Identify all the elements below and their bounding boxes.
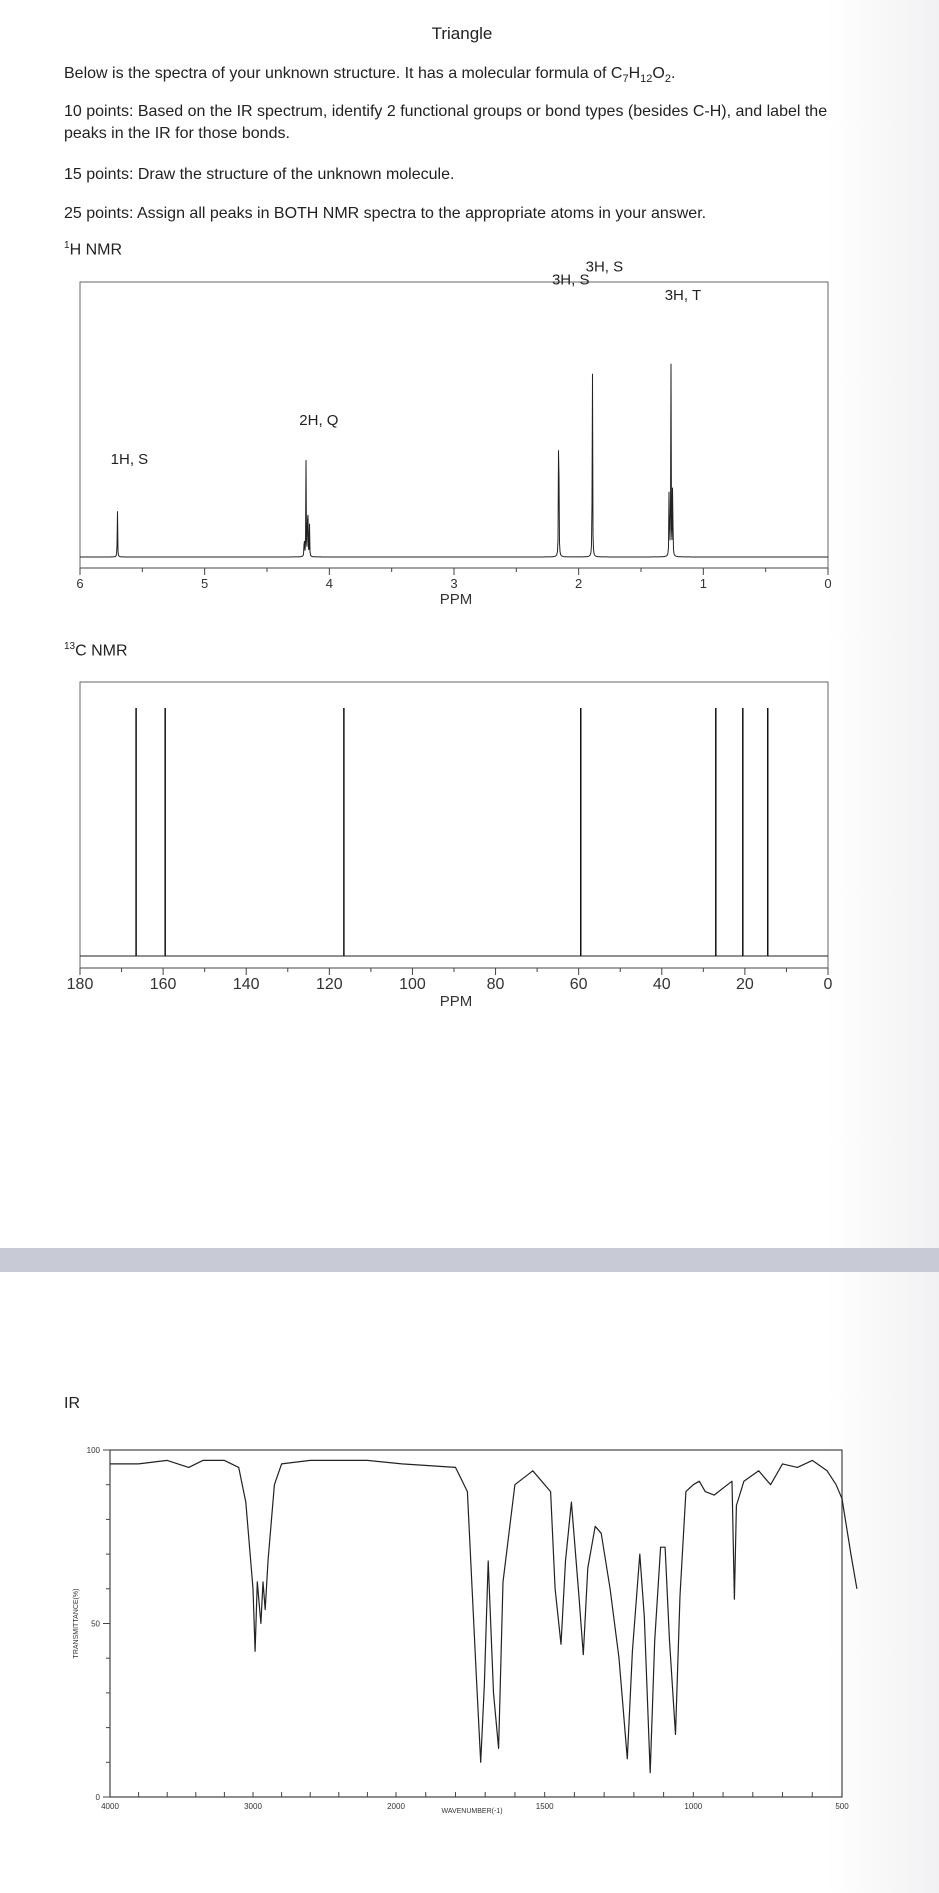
c-nmr-tick-label: 120 (315, 976, 343, 993)
h-nmr-peak-label: 3H, S (585, 258, 624, 276)
c-nmr-label-sup: 13 (64, 641, 76, 652)
h-nmr-tick-label: 3 (450, 576, 458, 591)
h-nmr-peak-label: 1H, S (110, 450, 149, 468)
h-nmr-tick-label: 5 (201, 576, 209, 591)
h-nmr-peak-label: 3H, T (664, 287, 702, 304)
c-nmr-tick-label: 180 (66, 976, 94, 993)
h-nmr-tick-label: 6 (76, 576, 84, 591)
intro-paragraph (64, 63, 864, 90)
h-nmr-tick-label: 1 (699, 576, 707, 591)
c-nmr-tick-label: 140 (232, 976, 260, 993)
h-nmr-tick-label: 4 (325, 576, 333, 591)
ir-x-tick-label: 500 (835, 1802, 849, 1811)
c-nmr-tick-label: 80 (486, 976, 505, 993)
ir-y-tick-label: 0 (95, 1793, 100, 1802)
c-nmr-tick-label: 60 (569, 976, 588, 993)
h-nmr-tick-label: 0 (824, 576, 832, 591)
question-nmr-assignment: 25 points: Assign all peaks in BOTH NMR spectra to the appropriate atoms in your answer. (64, 205, 707, 222)
c-nmr-label (64, 641, 128, 660)
page-break-bar (0, 1248, 939, 1272)
ir-y-axis-label: TRANSMITTANCE(%) (73, 1588, 80, 1659)
ir-label: IR (64, 1395, 80, 1412)
question-structure: 15 points: Draw the structure of the unknown molecule. (64, 166, 455, 183)
c-nmr-tick-label: 100 (399, 976, 426, 993)
h-nmr-frame (80, 282, 828, 568)
formula-o: O (652, 65, 665, 82)
c-nmr-tick-label: 20 (735, 976, 754, 993)
ir-x-axis-label: WAVENUMBER(-1) (441, 1808, 503, 1815)
h-nmr-spectrum (0, 258, 939, 615)
ir-x-tick-label: 3000 (244, 1802, 262, 1811)
question-ir: 10 points: Based on the IR spectrum, identify 2 functional groups or bond types (besides C-H), and label the peaks in the IR for those bonds. (64, 103, 828, 142)
ir-x-tick-label: 2000 (387, 1802, 405, 1811)
formula-h: H (628, 65, 641, 82)
h-nmr-label-text: H NMR (69, 241, 122, 259)
c-nmr-spectrum (0, 670, 939, 1020)
c-nmr-tick-label: 0 (823, 976, 833, 993)
h-nmr-label (64, 240, 122, 259)
h-nmr-tick-label: 2 (575, 576, 583, 591)
c-nmr-label-text: C NMR (75, 642, 128, 660)
document-title: Triangle (431, 24, 493, 43)
intro-text-before: Below is the spectra of your unknown structure. It has a molecular formula of C (64, 65, 623, 82)
c-nmr-tick-label: 40 (652, 976, 671, 993)
h-nmr-peak-label: 3H, S (551, 271, 590, 289)
formula-sub-o: 2 (664, 73, 671, 86)
h-nmr-label-sup: 1 (64, 240, 70, 251)
ir-spectrum-trace (110, 1460, 857, 1772)
h-nmr-peak-label: 2H, Q (299, 411, 339, 429)
formula-sub-h: 12 (640, 73, 653, 86)
ir-x-tick-label: 4000 (101, 1802, 119, 1811)
ir-x-tick-label: 1000 (684, 1802, 703, 1811)
ir-y-tick-label: 100 (86, 1446, 100, 1455)
h-nmr-x-axis-label: PPM (439, 591, 473, 608)
c-nmr-x-axis-label: PPM (439, 993, 473, 1010)
h-nmr-spectrum-trace (80, 364, 828, 557)
ir-x-tick-label: 1500 (535, 1802, 554, 1811)
formula-sub-c: 7 (622, 73, 629, 86)
ir-y-tick-label: 50 (91, 1619, 100, 1629)
intro-text-after: . (671, 65, 676, 82)
c-nmr-tick-label: 160 (149, 976, 177, 993)
ir-spectrum (0, 1420, 939, 1820)
